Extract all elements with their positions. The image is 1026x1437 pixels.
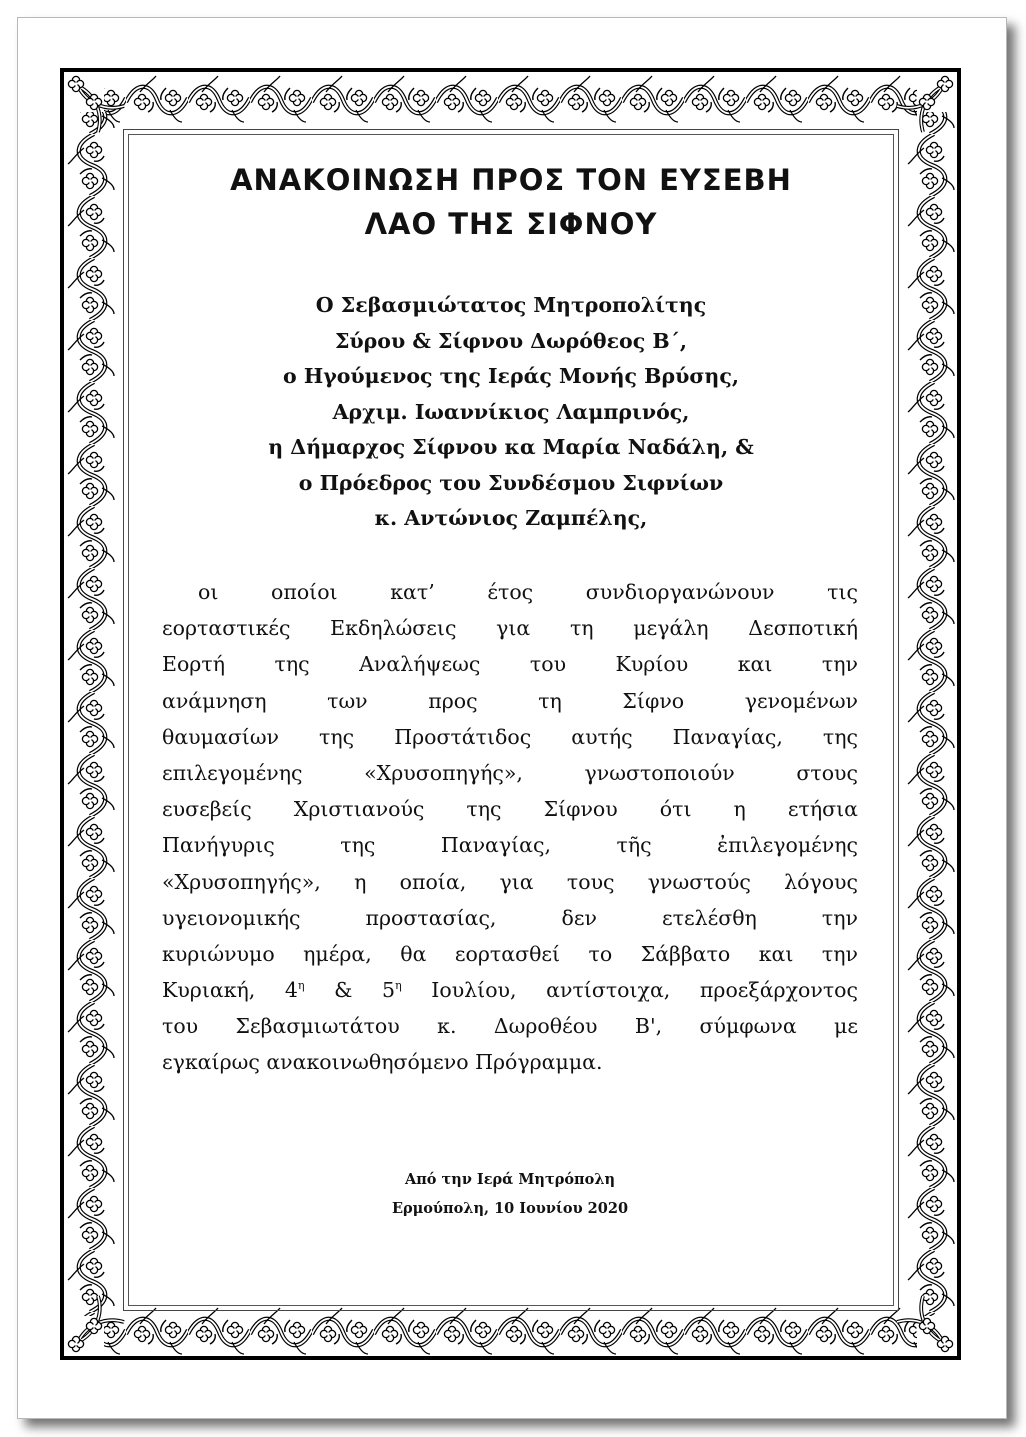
addressee-line: Ο Σεβασμιώτατος Μητροπολίτης [315, 293, 707, 317]
addressees-block [130, 288, 892, 537]
addressee-line: ο Ηγούμενος της Ιεράς Μονής Βρύσης, [283, 364, 739, 388]
body-line: ευσεβείς Χριστιανούς της Σίφνου ότι η ετήσια [162, 797, 858, 822]
addressee-line: κ. Αντώνιος Ζαμπέλης, [374, 506, 648, 530]
addressee-line: Αρχιμ. Ιωαννίκιος Λαμπρινός, [332, 399, 690, 424]
body-line: εγκαίρως ανακοινωθησόμενο Πρόγραμμα. [162, 1050, 603, 1075]
date-text: Κυριακή, 4 [162, 978, 298, 1003]
body-line: Εορτή της Αναλήψεως του Κυρίου και την [162, 652, 858, 677]
addressee-line: η Δήμαρχος Σίφνου κα Μαρία Ναδάλη, & [268, 435, 754, 459]
body-line: ανάμνηση των προς τη Σίφνο γενομένων [162, 688, 858, 713]
addressee-line: Σύρου & Σίφνου Δωρόθεος Β΄, [334, 328, 688, 353]
body-line: του Σεβασμιωτάτου κ. Δωροθέου Β', σύμφωνα με [162, 1014, 858, 1039]
body-line: επιλεγομένης «Χρυσοπηγής», γνωστοποιούν στους [162, 760, 858, 785]
title-line: ΛΑΟ ΤΗΣ ΣΙΦΝΟΥ [364, 207, 658, 241]
body-line: Πανήγυρις της Παναγίας, τῆς ἐπιλεγομένης [162, 833, 858, 858]
body-line: κυριώνυμο ημέρα, θα εορτασθεί το Σάββατο και την [162, 941, 858, 966]
title-line: ΑΝΑΚΟΙΝΩΣΗ ΠΡΟΣ ΤΟΝ ΕΥΣΕΒΗ [230, 163, 792, 197]
body-line: θαυμασίων της Προστάτιδος αυτής Παναγίας, της [162, 724, 858, 749]
place-and-date: Ερμούπολη, 10 Ιουνίου 2020 [391, 1200, 629, 1217]
announcement-body [162, 574, 858, 1081]
date-text: & 5 [304, 978, 396, 1003]
body-line: εορταστικές Εκδηλώσεις για τη μεγάλη Δεσποτική [162, 616, 858, 641]
ordinal-suffix: η [297, 979, 305, 993]
body-line: υγειονομικής προστασίας, δεν ετελέσθη την [162, 905, 858, 930]
date-text: Ιουλίου, αντίστοιχα, προεξάρχοντος [401, 978, 858, 1003]
issuer: Από την Ιερά Μητρόπολη [404, 1171, 616, 1188]
addressee-line: ο Πρόεδρος του Συνδέσμου Σιφνίων [298, 470, 724, 495]
ordinal-suffix: η [395, 979, 402, 993]
body-line: οι οποίοι κατ’ έτος συνδιοργανώνουν τις [198, 580, 858, 604]
signature-block [300, 1165, 720, 1223]
announcement-title [130, 158, 892, 246]
event-dates-line [162, 972, 858, 1008]
body-line: «Χρυσοπηγής», η οποία, για τους γνωστούς λόγους [162, 869, 858, 894]
